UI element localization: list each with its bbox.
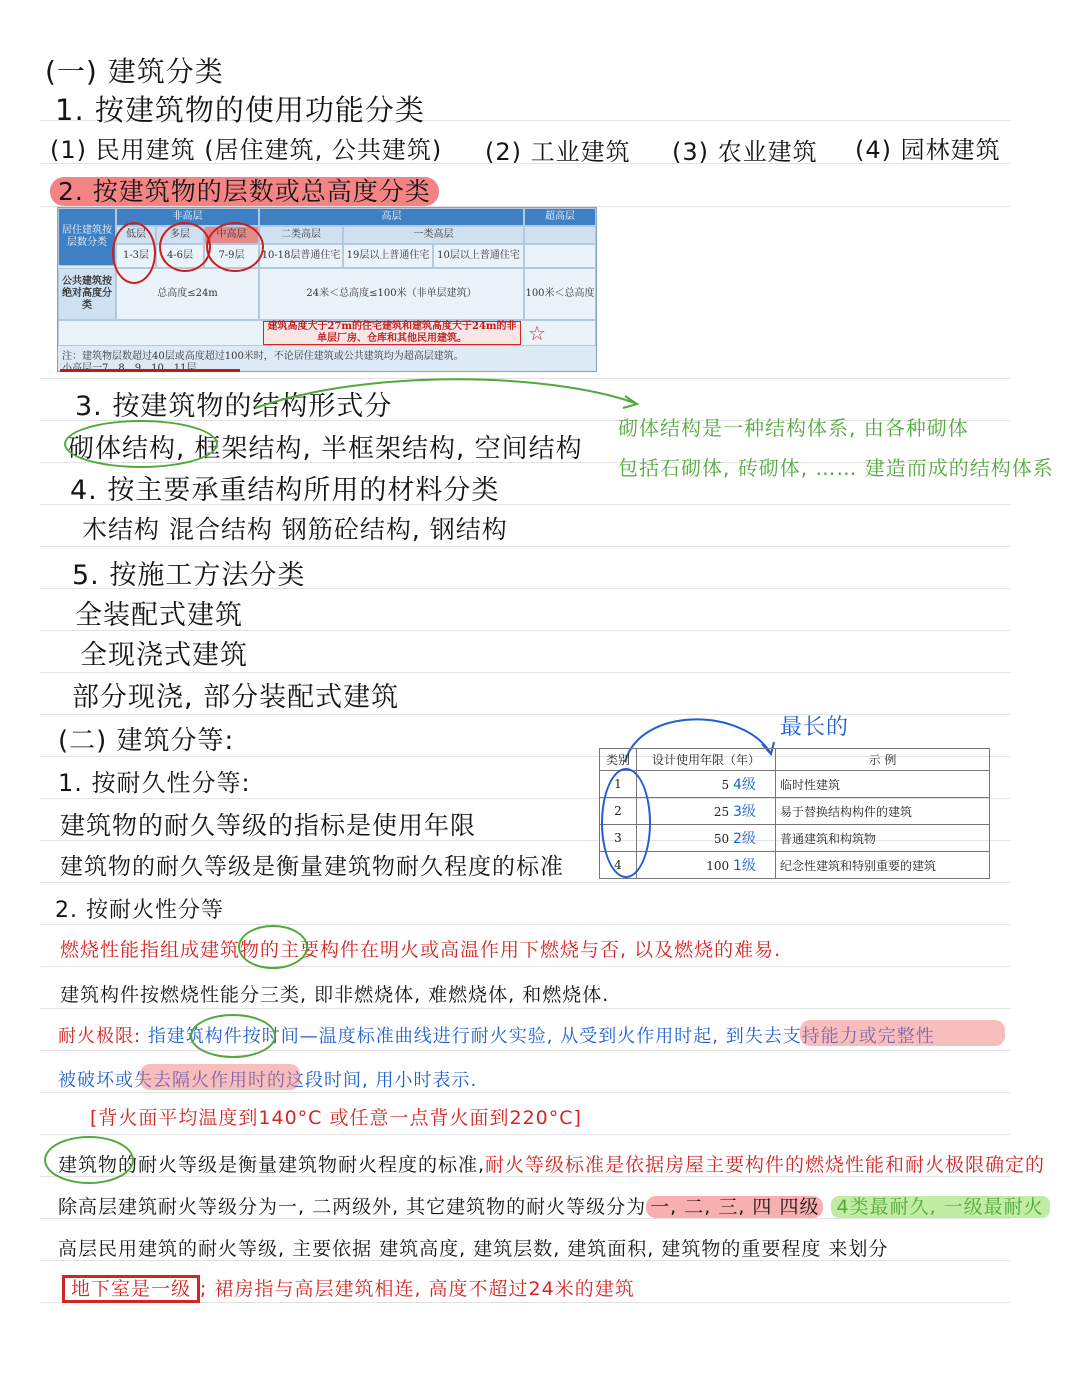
method-item-1: 全装配式建筑 — [75, 600, 243, 631]
dur-class: 4 — [600, 852, 637, 879]
structure-note-1: 砌体结构是一种结构体系, 由各种砌体 — [618, 416, 969, 440]
fire-grade-line-4 — [62, 1274, 635, 1301]
dur-example: 纪念性建筑和特别重要的建筑 — [776, 852, 990, 879]
dur-row — [600, 771, 990, 798]
dur-grade: 3级 — [733, 804, 756, 820]
fire-grade-4a: 地下室是一级 — [62, 1275, 200, 1303]
cell-low: 低层 — [116, 226, 156, 244]
by-method-heading: 5. 按施工方法分类 — [72, 560, 306, 591]
dur-row — [600, 825, 990, 852]
table-footnote: 注：建筑物层数超过40层或高度超过100米时，不论居住建筑或公共建筑均为超高层建筑。 — [62, 351, 464, 362]
material-items: 木结构 混合结构 钢筋砼结构, 钢结构 — [82, 515, 508, 544]
star-icon: ☆ — [528, 321, 546, 345]
durability-line-1: 建筑物的耐久等级的指标是使用年限 — [60, 811, 477, 840]
dur-header-years: 设计使用年限（年） — [637, 749, 776, 771]
cell-class1: 一类高层 — [343, 226, 524, 244]
fire-grade-1a: 建筑物的耐火等级是衡量建筑物耐火程度的标准, — [58, 1154, 486, 1176]
func-item-2: (2) 工业建筑 — [485, 138, 631, 166]
row-head-public: 公共建筑按绝对高度分类 — [58, 268, 116, 320]
dur-example: 普通建筑和构筑物 — [776, 825, 990, 852]
dur-example: 临时性建筑 — [776, 771, 990, 798]
durability-line-2: 建筑物的耐久等级是衡量建筑物耐久程度的标准 — [60, 854, 564, 880]
fire-grade-2c: 4类最耐久, 一级最耐火 — [831, 1196, 1050, 1218]
longest-annotation: 最长的 — [780, 715, 850, 740]
row-head-residential: 居住建筑按层数分类 — [58, 208, 116, 266]
method-item-2: 全现浇式建筑 — [80, 640, 248, 671]
ruled-line — [40, 1008, 1010, 1009]
dur-header-example: 示 例 — [776, 749, 990, 771]
ruled-line — [40, 714, 1010, 715]
ruled-line — [40, 1092, 1010, 1093]
fire-limit-bracket: [背火面平均温度到140°C 或任意一点背火面到220°C] — [90, 1107, 582, 1129]
method-item-3: 部分现浇, 部分装配式建筑 — [72, 682, 400, 713]
func-item-1: (1) 民用建筑 (居住建筑, 公共建筑) — [50, 136, 443, 164]
red-highlight-support — [800, 1020, 1005, 1046]
structure-items: 砌体结构, 框架结构, 半框架结构, 空间结构 — [68, 434, 583, 464]
fire-grade-line-3: 高层民用建筑的耐火等级, 主要依据 建筑高度, 建筑层数, 建筑面积, 建筑物的重要程度 来划分 — [58, 1238, 889, 1260]
fire-line-1: 燃烧性能指组成建筑物的主要构件在明火或高温作用下燃烧与否, 以及燃烧的难易. — [60, 939, 782, 961]
cell-super-blank-2 — [524, 244, 596, 268]
ruled-line — [40, 546, 1010, 547]
cell-super-blank — [524, 226, 596, 244]
cell-mid-high: 中高层 — [204, 226, 259, 244]
fire-grade-line-2 — [58, 1192, 1050, 1219]
ruled-line — [40, 672, 1010, 673]
red-highlight-insulation — [140, 1064, 300, 1090]
dur-years: 50 — [713, 832, 730, 846]
dur-class: 2 — [600, 798, 637, 825]
red-ring-low — [112, 222, 156, 284]
section-2-heading: (二) 建筑分等: — [58, 726, 235, 756]
fire-limit-body-2: 被破坏或失去隔火作用时的这段时间, 用小时表示. — [58, 1070, 478, 1091]
fire-grade-2b: 一, 二, 三, 四 四级 — [646, 1196, 823, 1218]
fire-grade-4b: ; 裙房指与高层建筑相连, 高度不超过24米的建筑 — [200, 1278, 635, 1300]
func-item-4: (4) 园林建筑 — [855, 136, 1001, 164]
durability-table — [599, 748, 990, 879]
footnote-underline — [60, 369, 240, 372]
fire-grade-2a: 除高层建筑耐火等级分为一, 二两级外, 其它建筑物的耐火等级分为 — [58, 1196, 647, 1218]
fire-grade-1b: 耐火等级标准是依据房屋主要构件的燃烧性能和耐火极限确定的 — [485, 1154, 1046, 1176]
ruled-line — [40, 1050, 1010, 1051]
fire-limit-body: 指建筑构件按时间—温度标准曲线进行耐火实验, 从受到火作用时起, 到失去支持能力或完整性 — [147, 1026, 935, 1047]
red-ring-multi — [159, 222, 211, 272]
head-non-high: 非高层 — [116, 208, 259, 226]
dur-grade: 2级 — [733, 831, 756, 847]
cell-c1a-val: 19层以上普通住宅 — [343, 244, 433, 268]
cell-c1b-val: 10层以上普通住宅 — [433, 244, 524, 268]
dur-header-class: 类别 — [600, 749, 637, 771]
green-ring-building — [238, 925, 308, 969]
structure-note-2: 包括石砌体, 砖砌体, …… 建造而成的结构体系 — [618, 456, 1054, 480]
green-ring-component — [190, 1014, 276, 1058]
by-height-heading — [50, 172, 439, 208]
fire-limit-label: 耐火极限: — [58, 1026, 142, 1047]
by-structure-heading: 3. 按建筑物的结构形式分 — [75, 391, 393, 422]
red-ring-mid — [206, 222, 264, 272]
by-function-heading: 1. 按建筑物的使用功能分类 — [55, 93, 425, 127]
dur-years: 100 — [706, 859, 730, 873]
dur-years: 5 — [721, 778, 730, 792]
by-material-heading: 4. 按主要承重结构所用的材料分类 — [70, 475, 500, 506]
dur-class: 1 — [600, 771, 637, 798]
cell-multi-val: 4-6层 — [156, 244, 204, 268]
dur-row — [600, 852, 990, 879]
ruled-line — [40, 966, 1010, 967]
dur-example: 易于替换结构构件的建筑 — [776, 798, 990, 825]
fire-line-2: 建筑构件按燃烧性能分三类, 即非燃烧体, 难燃烧体, 和燃烧体. — [60, 984, 610, 1006]
fire-grade-line-1 — [58, 1150, 1045, 1177]
ruled-line — [40, 882, 1010, 883]
cell-low-val: 1-3层 — [116, 244, 156, 268]
ruled-line — [40, 924, 1010, 925]
dur-grade: 1级 — [733, 858, 756, 874]
green-ring-building-2 — [44, 1136, 134, 1184]
height-classification-table — [57, 207, 597, 372]
blue-ring-class — [601, 768, 651, 878]
cell-pub-2: 24米＜总高度≤100米（非单层建筑） — [259, 268, 524, 320]
cell-class2: 二类高层 — [259, 226, 343, 244]
dur-row — [600, 798, 990, 825]
func-item-3: (3) 农业建筑 — [672, 138, 818, 166]
cell-pub-3: 100米＜总高度 — [524, 268, 596, 320]
red-note: 建筑高度大于27m的住宅建筑和建筑高度大于24m的非单层厂房、仓库和其他民用建筑。 — [263, 321, 521, 345]
cell-multi: 多层 — [156, 226, 204, 244]
green-arrow — [250, 378, 650, 428]
cell-pub-1: 总高度≤24m — [116, 268, 259, 320]
dur-class: 3 — [600, 825, 637, 852]
head-super-high: 超高层 — [524, 208, 596, 226]
green-ring-masonry — [64, 420, 218, 468]
ruled-line — [40, 1134, 1010, 1135]
by-durability-heading: 1. 按耐久性分等: — [58, 769, 251, 797]
by-height-highlight: 2. 按建筑物的层数或总高度分类 — [50, 177, 439, 206]
section-1-heading: (一) 建筑分类 — [45, 55, 224, 88]
dur-grade: 4级 — [733, 777, 756, 793]
dur-years: 25 — [713, 805, 730, 819]
cell-mid-val: 7-9层 — [204, 244, 259, 268]
cell-c2-val: 10-18层普通住宅 — [259, 244, 343, 268]
by-fire-heading: 2. 按耐火性分等 — [55, 898, 224, 923]
head-high: 高层 — [259, 208, 524, 226]
